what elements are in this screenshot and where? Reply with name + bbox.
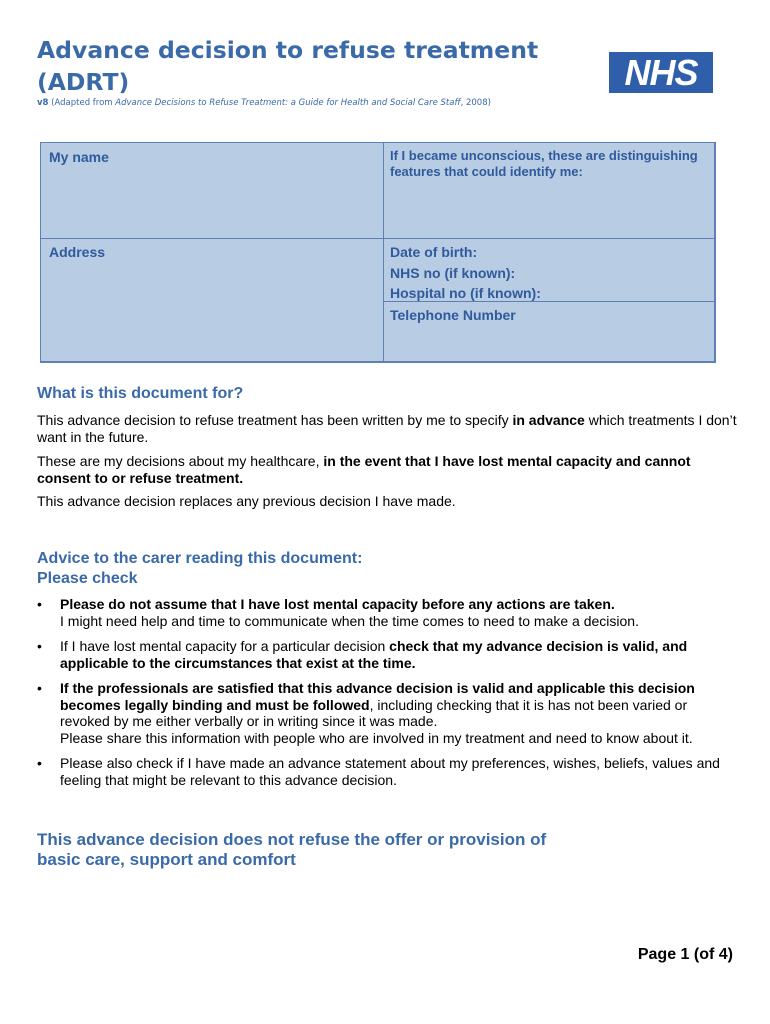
purpose-p2-a: These are my decisions about my healthcare,	[37, 453, 324, 469]
version-source: Advance Decisions to Refuse Treatment: a Guide for Health and Social Care Staff	[115, 98, 461, 108]
bullet-icon: •	[37, 755, 42, 771]
my-name-field[interactable]	[40, 142, 384, 239]
care-statement-line-1: This advance decision does not refuse the offer or provision of	[37, 830, 547, 849]
title-line-1: Advance decision to refuse treatment	[37, 36, 539, 64]
purpose-paragraph-2	[37, 453, 737, 486]
advice-item-2-a: If I have lost mental capacity for a particular decision	[60, 638, 390, 654]
care-statement	[37, 830, 546, 870]
advice-item-3	[37, 680, 737, 746]
nhs-logo: NHS	[609, 52, 713, 93]
purpose-paragraph-1	[37, 412, 737, 445]
bullet-icon: •	[37, 596, 42, 612]
purpose-p1-a: This advance decision to refuse treatment has been written by me to specify	[37, 412, 513, 428]
version-suffix: , 2008)	[460, 98, 491, 108]
advice-item-3-rest: , including checking that it is has not been varied or revoked by me either verbally or in writing since it was made.	[60, 696, 688, 729]
purpose-p2-b: in the event that I have lost mental capacity and cannot consent to or refuse treatment.	[37, 453, 691, 486]
document-title	[37, 34, 557, 98]
care-statement-line-2: basic care, support and comfort	[37, 850, 296, 869]
advice-item-1-bold: Please do not assume that I have lost mental capacity before any actions are taken.	[60, 596, 615, 612]
version-prefix: (Adapted from	[48, 98, 116, 108]
telephone-field[interactable]	[383, 301, 716, 363]
purpose-heading: What is this document for?	[37, 385, 244, 402]
version-label: v8	[37, 98, 49, 108]
features-label: If I became unconscious, these are distinguishing features that could identify me:	[390, 148, 698, 179]
advice-heading-line-2: Please check	[37, 570, 138, 587]
advice-heading-line-1: Advice to the carer reading this document:	[37, 550, 363, 567]
bullet-icon: •	[37, 680, 42, 696]
advice-item-2	[37, 638, 737, 671]
personal-details-grid	[40, 142, 715, 362]
address-field[interactable]	[40, 238, 384, 363]
nhs-no-label: NHS no (if known):	[390, 265, 516, 281]
advice-item-4-text: Please also check if I have made an advance statement about my preferences, wishes, beliefs, values and feeling that might be relevant to this advance decision.	[60, 755, 720, 788]
advice-list	[37, 596, 737, 797]
hospital-no-label: Hospital no (if known):	[390, 285, 541, 301]
advice-item-2-b: check that my advance decision is valid, and applicable to the circumstances that exist at the time.	[60, 638, 688, 671]
dob-label: Date of birth:	[390, 244, 478, 260]
telephone-label: Telephone Number	[390, 307, 516, 323]
advice-item-1-rest: I might need help and time to communicate when the time comes to need to make a decision.	[60, 612, 639, 629]
advice-item-1	[37, 596, 737, 629]
my-name-label: My name	[49, 149, 109, 165]
advice-heading	[37, 549, 362, 589]
bullet-icon: •	[37, 638, 42, 654]
address-label: Address	[49, 244, 106, 260]
purpose-p1-b: in advance	[512, 412, 585, 428]
advice-item-4	[37, 755, 737, 788]
identifiers-field[interactable]	[383, 238, 716, 302]
advice-item-3-extra: Please share this information with people who are involved in my treatment and need to know about it.	[60, 729, 693, 746]
title-line-2: (ADRT)	[37, 68, 130, 96]
advice-item-3-bold: If the professionals are satisfied that this advance decision is valid and applicable this decision becomes legally binding and must be followed	[60, 680, 695, 713]
purpose-p1-c: which treatments I don’t want in the future.	[37, 412, 737, 445]
version-note	[37, 98, 491, 108]
features-field[interactable]	[383, 142, 716, 239]
page-number: Page 1 (of 4)	[637, 946, 733, 963]
purpose-paragraph-3: This advance decision replaces any previous decision I have made.	[37, 493, 456, 509]
